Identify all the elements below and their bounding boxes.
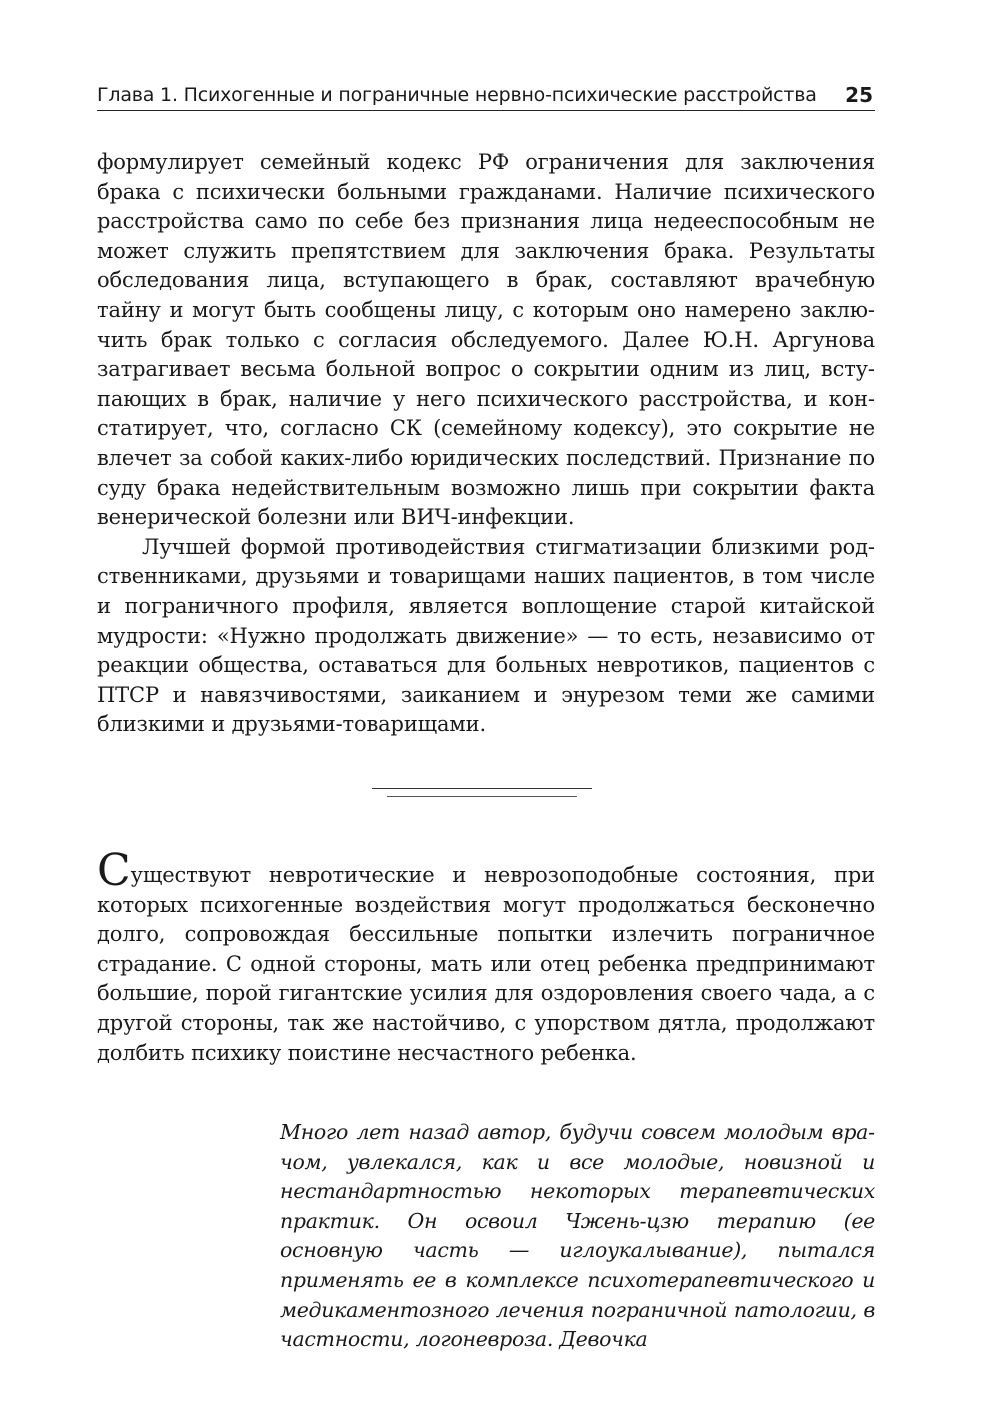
paragraph-2: Лучшей формой противодействия стигматизации близкими родственниками, друзьями и товарищами наших пациентов, в том числе и пограничного профиля, является воплощение старой китайской мудрости: «Нужно продолжать движение» — то есть, независимо от реакции общества, оставаться для больных невротиков, пациентов с ПТСР и навязчивостями, заиканием и энурезом теми же самими близкими и друзьями-товарищами. [97, 534, 875, 737]
section-separator [372, 788, 592, 797]
page-number: 25 [845, 83, 873, 107]
section-top-text [97, 148, 875, 740]
drop-cap-letter: С [97, 845, 131, 896]
paragraph-3-text: уществуют невротические и неврозоподобные состояния, при которых психогенные воздействия могут продолжаться бесконечно долго, сопровождая бессильные попытки излечить пограничное страдание. С одной стороны, мать или отец ребенка предпринимают большие, порой гигантские усилия для оздоровления своего чада, а с другой стороны, так же настойчиво, с упорством дятла, продолжают долбить психику поистине несчастного ребенка. [97, 863, 875, 1065]
separator-line-bottom [387, 796, 577, 797]
section-bottom-text [97, 845, 875, 1068]
chapter-title: Глава 1. Психогенные и пограничные нервно-психические расстройства [97, 84, 817, 106]
separator-line-top [372, 788, 592, 789]
running-header [97, 80, 875, 111]
quote-text: Много лет назад автор, будучи совсем молодым врачом, увлекался, как и все молодые, новизной и нестандартностью некоторых терапевтических практик. Он освоил Чжень-цзю терапию (ее основную часть — иглоукалывание), пытался применять ее в комплексе психотерапевтического и медикаментозного лечения пограничной патологии, в частности, логоневроза. Девочка [280, 1120, 875, 1352]
paragraph-1: формулирует семейный кодекс РФ ограничения для заключения брака с психически больными гражданами. Наличие психического расстройства само по себе без признания лица недееспособным не может служить препятствием для заключения брака. Результаты обследования лица, вступающего в брак, составляют врачебную тайну и могут быть сообщены лицу, с которым оно намерено заключить брак только с согласия обследуемого. Далее Ю.Н. Аргунова затрагивает весьма больной вопрос о сокрытии одним из лиц, вступающих в брак, наличие у него психического расстройства, и констатирует, что, согласно СК (семейному кодексу), это сокрытие не влечет за собой каких-либо юридических последствий. Признание по суду брака недействительным возможно лишь при сокрытии факта венерической болезни или ВИЧ-инфекции. [97, 150, 875, 530]
paragraph-3 [97, 845, 875, 1068]
italic-quote-block [280, 1118, 875, 1355]
